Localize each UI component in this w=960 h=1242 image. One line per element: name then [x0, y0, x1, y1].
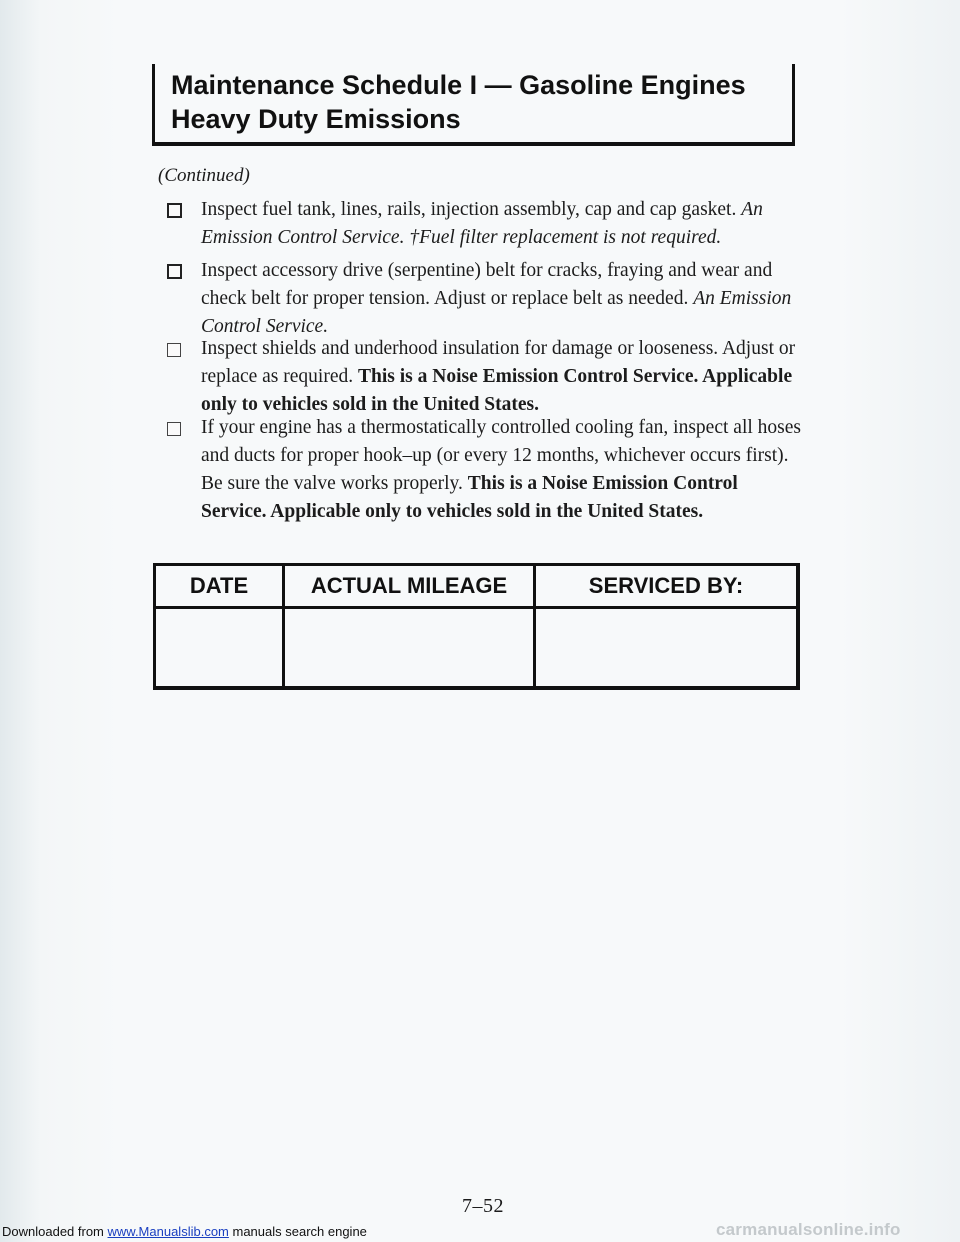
page-number: 7–52 — [462, 1195, 504, 1217]
checklist-item-2 — [168, 257, 808, 341]
date-cell[interactable] — [156, 608, 284, 687]
checkbox-icon[interactable] — [167, 203, 182, 218]
item-text: Inspect fuel tank, lines, rails, injection assembly, cap and cap gasket. — [201, 199, 742, 220]
item-text: Inspect accessory drive (serpentine) belt for cracks, fraying and wear and check belt for proper tension. Adjust or replace belt as needed. — [201, 260, 773, 309]
item-italic-note: An Emission Control Service. †Fuel filter replacement is not required. — [201, 199, 763, 248]
checklist-item-4 — [168, 414, 808, 526]
continued-label: (Continued) — [158, 165, 250, 186]
item-bold-note: This is a Noise Emission Control Service. Applicable only to vehicles sold in the United States. — [201, 366, 793, 415]
item-text: Inspect shields and underhood insulation for damage or looseness. Adjust or replace as required. — [201, 338, 796, 387]
checkbox-icon[interactable] — [167, 343, 181, 357]
column-header-serviced-by: SERVICED BY: — [535, 566, 797, 608]
manualslib-link[interactable]: www.Manualslib.com — [107, 1224, 229, 1239]
checklist-item-1 — [168, 196, 808, 252]
table-header-row — [156, 566, 796, 608]
serviced-by-cell[interactable] — [535, 608, 797, 687]
page-title: Maintenance Schedule I — Gasoline Engines Heavy Duty Emissions — [171, 70, 746, 134]
section-title-box — [152, 64, 795, 146]
item-bold-note: This is a Noise Emission Control Service. Applicable only to vehicles sold in the United States. — [201, 473, 738, 522]
watermark: carmanualsonline.info — [716, 1220, 901, 1239]
checkbox-icon[interactable] — [167, 264, 182, 279]
item-text: If your engine has a thermostatically controlled cooling fan, inspect all hoses and ducts for proper hook–up (or every 12 months, whichever occurs first). Be sure the valve works properly. — [201, 417, 801, 494]
download-footer: Downloaded from www.Manualslib.com manuals search engine — [2, 1224, 367, 1239]
checklist-item-3 — [168, 335, 808, 419]
table-row — [156, 608, 796, 687]
column-header-date: DATE — [156, 566, 284, 608]
mileage-cell[interactable] — [284, 608, 535, 687]
service-record-table — [153, 563, 800, 690]
column-header-mileage: ACTUAL MILEAGE — [284, 566, 535, 608]
item-italic-note: An Emission Control Service. — [201, 288, 792, 337]
checkbox-icon[interactable] — [167, 422, 181, 436]
